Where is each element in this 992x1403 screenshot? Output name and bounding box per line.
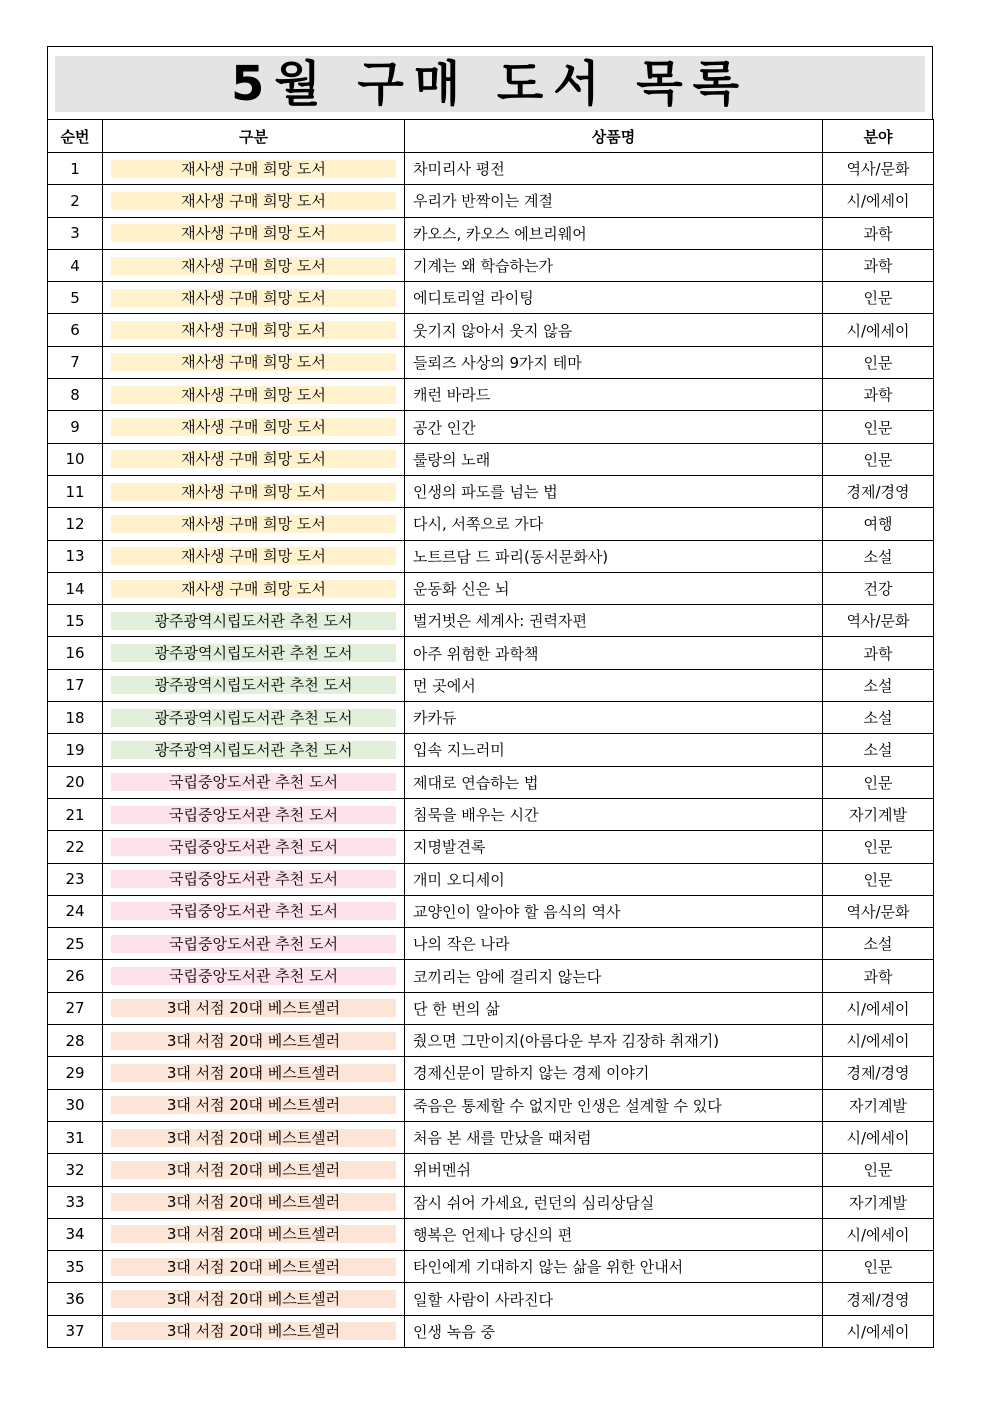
row-category: 광주광역시립도서관 추천 도서 — [111, 644, 396, 662]
row-field: 시/에세이 — [823, 1218, 934, 1250]
table-row — [48, 217, 934, 249]
table-row — [48, 475, 934, 507]
row-category-cell — [103, 831, 405, 863]
table-row — [48, 960, 934, 992]
row-field: 경제/경영 — [823, 1057, 934, 1089]
row-book-title: 침묵을 배우는 시간 — [405, 798, 823, 830]
row-field: 과학 — [823, 960, 934, 992]
row-field: 인문 — [823, 1154, 934, 1186]
table-body — [48, 153, 934, 1348]
row-book-title: 인생 녹음 중 — [405, 1315, 823, 1347]
row-field: 인문 — [823, 766, 934, 798]
row-category-cell — [103, 766, 405, 798]
row-field: 소설 — [823, 734, 934, 766]
row-category: 재사생 구매 희망 도서 — [111, 515, 396, 533]
row-category-cell — [103, 1251, 405, 1283]
row-category-cell — [103, 540, 405, 572]
row-category-cell — [103, 1025, 405, 1057]
row-category: 3대 서점 20대 베스트셀러 — [111, 1064, 396, 1082]
row-book-title: 교양인이 알아야 할 음식의 역사 — [405, 895, 823, 927]
row-number: 35 — [48, 1251, 103, 1283]
row-number: 26 — [48, 960, 103, 992]
row-field: 시/에세이 — [823, 1121, 934, 1153]
row-category-cell — [103, 153, 405, 185]
row-book-title: 캐런 바라드 — [405, 379, 823, 411]
row-category: 재사생 구매 희망 도서 — [111, 160, 396, 178]
row-category: 재사생 구매 희망 도서 — [111, 257, 396, 275]
row-category-cell — [103, 379, 405, 411]
row-category-cell — [103, 1057, 405, 1089]
row-category: 국립중앙도서관 추천 도서 — [111, 870, 396, 888]
row-number: 6 — [48, 314, 103, 346]
row-category: 국립중앙도서관 추천 도서 — [111, 967, 396, 985]
row-category: 3대 서점 20대 베스트셀러 — [111, 1290, 396, 1308]
table-row — [48, 379, 934, 411]
row-category-cell — [103, 475, 405, 507]
table-row — [48, 669, 934, 701]
row-book-title: 위버멘쉬 — [405, 1154, 823, 1186]
row-category: 광주광역시립도서관 추천 도서 — [111, 676, 396, 694]
row-number: 18 — [48, 702, 103, 734]
row-book-title: 입속 지느러미 — [405, 734, 823, 766]
row-category: 재사생 구매 희망 도서 — [111, 418, 396, 436]
table-row — [48, 1057, 934, 1089]
header-number: 순번 — [48, 120, 103, 153]
row-category-cell — [103, 928, 405, 960]
table-row — [48, 702, 934, 734]
row-category-cell — [103, 1186, 405, 1218]
row-field: 인문 — [823, 282, 934, 314]
row-book-title: 벌거벗은 세계사: 권력자편 — [405, 605, 823, 637]
row-number: 7 — [48, 346, 103, 378]
row-number: 24 — [48, 895, 103, 927]
row-category-cell — [103, 1089, 405, 1121]
row-field: 역사/문화 — [823, 153, 934, 185]
row-number: 30 — [48, 1089, 103, 1121]
table-row — [48, 734, 934, 766]
table-row — [48, 992, 934, 1024]
table-row — [48, 508, 934, 540]
row-category-cell — [103, 798, 405, 830]
row-category-cell — [103, 1154, 405, 1186]
row-field: 여행 — [823, 508, 934, 540]
row-category: 3대 서점 20대 베스트셀러 — [111, 1096, 396, 1114]
row-number: 22 — [48, 831, 103, 863]
table-row — [48, 185, 934, 217]
row-category: 국립중앙도서관 추천 도서 — [111, 935, 396, 953]
row-book-title: 타인에게 기대하지 않는 삶을 위한 안내서 — [405, 1251, 823, 1283]
table-row — [48, 1121, 934, 1153]
table-header-row — [48, 120, 934, 153]
row-number: 9 — [48, 411, 103, 443]
row-book-title: 개미 오디세이 — [405, 863, 823, 895]
table-row — [48, 1315, 934, 1347]
row-field: 역사/문화 — [823, 605, 934, 637]
row-field: 과학 — [823, 637, 934, 669]
row-category: 국립중앙도서관 추천 도서 — [111, 838, 396, 856]
row-number: 14 — [48, 572, 103, 604]
row-category: 재사생 구매 희망 도서 — [111, 450, 396, 468]
row-category-cell — [103, 346, 405, 378]
row-number: 11 — [48, 475, 103, 507]
row-number: 17 — [48, 669, 103, 701]
row-category-cell — [103, 508, 405, 540]
row-category: 재사생 구매 희망 도서 — [111, 483, 396, 501]
row-field: 자기계발 — [823, 1186, 934, 1218]
row-number: 1 — [48, 153, 103, 185]
row-number: 31 — [48, 1121, 103, 1153]
row-book-title: 코끼리는 암에 걸리지 않는다 — [405, 960, 823, 992]
book-table — [47, 119, 934, 1348]
purchase-list-sheet — [47, 46, 933, 1348]
row-category: 재사생 구매 희망 도서 — [111, 547, 396, 565]
table-row — [48, 346, 934, 378]
header-category: 구분 — [103, 120, 405, 153]
row-field: 인문 — [823, 1251, 934, 1283]
row-field: 인문 — [823, 346, 934, 378]
row-field: 경제/경영 — [823, 475, 934, 507]
row-category-cell — [103, 1121, 405, 1153]
row-category-cell — [103, 637, 405, 669]
row-number: 3 — [48, 217, 103, 249]
table-row — [48, 863, 934, 895]
row-number: 10 — [48, 443, 103, 475]
row-number: 32 — [48, 1154, 103, 1186]
table-row — [48, 1089, 934, 1121]
row-category-cell — [103, 411, 405, 443]
row-category-cell — [103, 1218, 405, 1250]
row-number: 23 — [48, 863, 103, 895]
table-row — [48, 766, 934, 798]
row-number: 27 — [48, 992, 103, 1024]
row-book-title: 노트르담 드 파리(동서문화사) — [405, 540, 823, 572]
row-field: 과학 — [823, 379, 934, 411]
row-book-title: 인생의 파도를 넘는 법 — [405, 475, 823, 507]
row-category: 3대 서점 20대 베스트셀러 — [111, 1322, 396, 1340]
row-book-title: 우리가 반짝이는 계절 — [405, 185, 823, 217]
row-book-title: 지명발견록 — [405, 831, 823, 863]
row-category: 3대 서점 20대 베스트셀러 — [111, 1161, 396, 1179]
row-book-title: 죽음은 통제할 수 없지만 인생은 설계할 수 있다 — [405, 1089, 823, 1121]
row-book-title: 처음 본 새를 만났을 때처럼 — [405, 1121, 823, 1153]
row-book-title: 단 한 번의 삶 — [405, 992, 823, 1024]
row-field: 역사/문화 — [823, 895, 934, 927]
table-row — [48, 1251, 934, 1283]
row-field: 경제/경영 — [823, 1283, 934, 1315]
row-category: 재사생 구매 희망 도서 — [111, 353, 396, 371]
row-number: 15 — [48, 605, 103, 637]
row-book-title: 카오스, 카오스 에브리웨어 — [405, 217, 823, 249]
row-book-title: 다시, 서쪽으로 가다 — [405, 508, 823, 540]
row-number: 25 — [48, 928, 103, 960]
row-field: 과학 — [823, 217, 934, 249]
row-field: 인문 — [823, 831, 934, 863]
row-number: 13 — [48, 540, 103, 572]
row-book-title: 차미리사 평전 — [405, 153, 823, 185]
table-row — [48, 249, 934, 281]
row-book-title: 운동화 신은 뇌 — [405, 572, 823, 604]
row-category-cell — [103, 734, 405, 766]
row-category-cell — [103, 217, 405, 249]
row-category-cell — [103, 605, 405, 637]
row-number: 12 — [48, 508, 103, 540]
row-field: 소설 — [823, 540, 934, 572]
row-book-title: 잠시 쉬어 가세요, 런던의 심리상담실 — [405, 1186, 823, 1218]
row-book-title: 줬으면 그만이지(아름다운 부자 김장하 취재기) — [405, 1025, 823, 1057]
row-number: 28 — [48, 1025, 103, 1057]
table-row — [48, 314, 934, 346]
row-number: 20 — [48, 766, 103, 798]
row-field: 시/에세이 — [823, 314, 934, 346]
row-category-cell — [103, 249, 405, 281]
row-field: 인문 — [823, 443, 934, 475]
row-book-title: 제대로 연습하는 법 — [405, 766, 823, 798]
row-number: 34 — [48, 1218, 103, 1250]
row-category-cell — [103, 992, 405, 1024]
row-category: 광주광역시립도서관 추천 도서 — [111, 709, 396, 727]
row-field: 소설 — [823, 702, 934, 734]
row-category: 재사생 구매 희망 도서 — [111, 321, 396, 339]
row-category: 3대 서점 20대 베스트셀러 — [111, 1258, 396, 1276]
row-category-cell — [103, 314, 405, 346]
table-row — [48, 1154, 934, 1186]
row-number: 5 — [48, 282, 103, 314]
row-book-title: 룰랑의 노래 — [405, 443, 823, 475]
row-category: 재사생 구매 희망 도서 — [111, 224, 396, 242]
table-row — [48, 1283, 934, 1315]
row-field: 시/에세이 — [823, 185, 934, 217]
table-row — [48, 540, 934, 572]
row-category: 국립중앙도서관 추천 도서 — [111, 773, 396, 791]
row-category: 3대 서점 20대 베스트셀러 — [111, 1129, 396, 1147]
title-area — [47, 47, 933, 119]
row-category: 3대 서점 20대 베스트셀러 — [111, 1032, 396, 1050]
row-category: 3대 서점 20대 베스트셀러 — [111, 999, 396, 1017]
row-category: 재사생 구매 희망 도서 — [111, 289, 396, 307]
row-book-title: 먼 곳에서 — [405, 669, 823, 701]
row-category: 국립중앙도서관 추천 도서 — [111, 806, 396, 824]
row-number: 16 — [48, 637, 103, 669]
row-field: 소설 — [823, 669, 934, 701]
table-row — [48, 282, 934, 314]
row-category: 재사생 구매 희망 도서 — [111, 386, 396, 404]
row-book-title: 카카듀 — [405, 702, 823, 734]
header-field: 분야 — [823, 120, 934, 153]
table-row — [48, 1186, 934, 1218]
row-category-cell — [103, 1315, 405, 1347]
row-category: 3대 서점 20대 베스트셀러 — [111, 1193, 396, 1211]
row-category: 3대 서점 20대 베스트셀러 — [111, 1225, 396, 1243]
header-book-title: 상품명 — [405, 120, 823, 153]
row-number: 33 — [48, 1186, 103, 1218]
row-category-cell — [103, 282, 405, 314]
row-field: 자기계발 — [823, 1089, 934, 1121]
row-number: 2 — [48, 185, 103, 217]
row-number: 4 — [48, 249, 103, 281]
row-field: 과학 — [823, 249, 934, 281]
row-book-title: 나의 작은 나라 — [405, 928, 823, 960]
row-number: 21 — [48, 798, 103, 830]
row-book-title: 공간 인간 — [405, 411, 823, 443]
row-category-cell — [103, 185, 405, 217]
row-category: 재사생 구매 희망 도서 — [111, 192, 396, 210]
row-field: 인문 — [823, 863, 934, 895]
row-field: 시/에세이 — [823, 1025, 934, 1057]
row-book-title: 기계는 왜 학습하는가 — [405, 249, 823, 281]
row-category-cell — [103, 960, 405, 992]
row-category-cell — [103, 863, 405, 895]
row-book-title: 웃기지 않아서 웃지 않음 — [405, 314, 823, 346]
row-category: 광주광역시립도서관 추천 도서 — [111, 612, 396, 630]
row-field: 건강 — [823, 572, 934, 604]
table-row — [48, 572, 934, 604]
row-number: 19 — [48, 734, 103, 766]
row-number: 29 — [48, 1057, 103, 1089]
row-category-cell — [103, 1283, 405, 1315]
row-book-title: 아주 위험한 과학책 — [405, 637, 823, 669]
row-number: 36 — [48, 1283, 103, 1315]
table-row — [48, 895, 934, 927]
page-title: 5월 구매 도서 목록 — [230, 56, 750, 112]
table-row — [48, 153, 934, 185]
row-category-cell — [103, 443, 405, 475]
row-book-title: 행복은 언제나 당신의 편 — [405, 1218, 823, 1250]
table-row — [48, 1025, 934, 1057]
row-book-title: 경제신문이 말하지 않는 경제 이야기 — [405, 1057, 823, 1089]
table-row — [48, 928, 934, 960]
table-row — [48, 411, 934, 443]
table-row — [48, 798, 934, 830]
row-book-title: 일할 사람이 사라진다 — [405, 1283, 823, 1315]
row-category: 국립중앙도서관 추천 도서 — [111, 902, 396, 920]
row-category-cell — [103, 702, 405, 734]
row-field: 시/에세이 — [823, 992, 934, 1024]
table-row — [48, 831, 934, 863]
row-field: 소설 — [823, 928, 934, 960]
row-book-title: 에디토리얼 라이팅 — [405, 282, 823, 314]
row-category-cell — [103, 572, 405, 604]
table-row — [48, 605, 934, 637]
row-number: 8 — [48, 379, 103, 411]
row-category-cell — [103, 669, 405, 701]
table-row — [48, 443, 934, 475]
row-number: 37 — [48, 1315, 103, 1347]
row-category: 광주광역시립도서관 추천 도서 — [111, 741, 396, 759]
row-field: 시/에세이 — [823, 1315, 934, 1347]
row-category: 재사생 구매 희망 도서 — [111, 580, 396, 598]
row-category-cell — [103, 895, 405, 927]
table-row — [48, 637, 934, 669]
row-book-title: 들뢰즈 사상의 9가지 테마 — [405, 346, 823, 378]
row-field: 인문 — [823, 411, 934, 443]
row-field: 자기계발 — [823, 798, 934, 830]
table-row — [48, 1218, 934, 1250]
